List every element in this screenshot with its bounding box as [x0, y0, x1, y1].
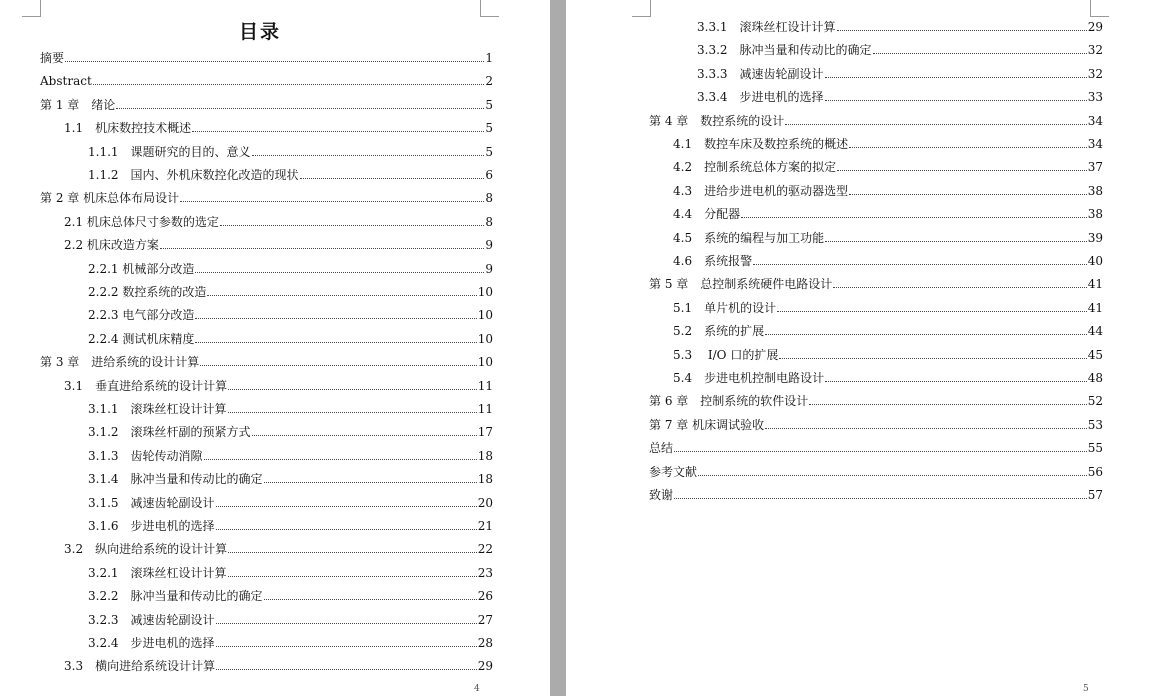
toc-entry-label: 2.2.2 数控系统的改造: [88, 285, 207, 299]
toc-entry: [40, 353, 493, 369]
toc-entry: [64, 540, 493, 556]
toc-entry-page: 21: [477, 519, 493, 533]
toc-entry: [88, 447, 493, 463]
toc-entry-label: 3.2 纵向进给系统的设计计算: [64, 542, 228, 557]
toc-dot-leader: [216, 529, 477, 530]
toc-entry: [88, 587, 493, 603]
toc-entry-label: 4.2 控制系统总体方案的拟定: [673, 160, 837, 175]
toc-dot-leader: [849, 194, 1087, 195]
toc-entry-label: 5.1 单片机的设计: [673, 300, 777, 315]
toc-entry-page: 11: [477, 378, 493, 393]
toc-entry: [88, 634, 493, 650]
toc-dot-leader: [216, 669, 477, 670]
toc-dot-leader: [825, 100, 1087, 101]
toc-entry: [673, 346, 1103, 362]
toc-entry-label: 4.6 系统报警: [673, 254, 753, 268]
toc-entry-page: 8: [485, 191, 493, 206]
toc-entry: [697, 88, 1103, 104]
toc-entry-page: 18: [477, 448, 493, 463]
toc-dot-leader: [809, 404, 1086, 405]
toc-entry-page: 44: [1087, 324, 1103, 339]
margin-corner-mark: [22, 0, 41, 17]
toc-entry-page: 1: [485, 51, 493, 65]
toc-entry-label: 3.1.1 滚珠丝杠设计计算: [88, 402, 227, 416]
toc-dot-leader: [207, 295, 476, 296]
toc-dot-leader: [228, 412, 477, 413]
toc-entry: [673, 299, 1103, 315]
toc-entry-page: 48: [1087, 371, 1103, 385]
toc-entry-label: 3.1.3 齿轮传动消隙: [88, 448, 203, 463]
toc-entry-label: 3.3.1 滚珠丝杠设计计算: [697, 20, 836, 34]
toc-entry-label: Abstract: [40, 74, 92, 89]
toc-entry-label: 2.1 机床总体尺寸参数的选定: [64, 214, 219, 229]
toc-entry-label: 3.3.4 步进电机的选择: [697, 90, 824, 105]
toc-dot-leader: [833, 287, 1086, 288]
toc-entry-page: 29: [477, 659, 493, 674]
toc-entry-page: 33: [1087, 90, 1103, 105]
toc-entry-label: 1.1.1 课题研究的目的、意义: [88, 144, 251, 159]
toc-entry-page: 18: [477, 472, 493, 487]
toc-entry-page: 55: [1087, 441, 1103, 456]
toc-entry-page: 52: [1087, 394, 1103, 409]
toc-entry-page: 17: [477, 425, 493, 440]
toc-dot-leader: [65, 61, 484, 62]
toc-entry-page: 41: [1087, 277, 1103, 292]
toc-entry: [697, 65, 1103, 81]
toc-entry-label: 3.1.2 滚珠丝杆副的预紧方式: [88, 425, 251, 440]
toc-dot-leader: [300, 178, 485, 179]
toc-entry: [673, 322, 1103, 338]
toc-entry-page: 10: [477, 308, 493, 323]
toc-dot-leader: [698, 475, 1087, 476]
toc-dot-leader: [765, 334, 1087, 335]
toc-dot-leader: [837, 30, 1087, 31]
toc-entry: [40, 49, 493, 65]
toc-dot-leader: [252, 155, 485, 156]
toc-entry: [64, 236, 493, 252]
toc-entry: [649, 392, 1103, 408]
toc-entry-label: 2.2.3 电气部分改造: [88, 308, 195, 323]
toc-entry-label: 3.1 垂直进给系统的设计计算: [64, 378, 228, 393]
toc-entry-page: 39: [1087, 230, 1103, 245]
toc-dot-leader: [785, 124, 1086, 125]
toc-dot-leader: [228, 576, 477, 577]
toc-entry-page: 32: [1087, 66, 1103, 81]
toc-entry-label: 第 7 章 机床调试验收: [649, 417, 765, 432]
toc-entry-label: 3.3.2 脉冲当量和传动比的确定: [697, 43, 872, 58]
toc-entry: [697, 41, 1103, 57]
toc-entry-page: 10: [477, 285, 493, 299]
toc-entry: [88, 423, 493, 439]
document-page-left: [0, 0, 550, 696]
toc-title: 目录: [238, 21, 281, 43]
toc-entry: [88, 166, 493, 182]
toc-entry: [673, 135, 1103, 151]
toc-entry: [673, 158, 1103, 174]
toc-entry: [88, 564, 493, 580]
toc-entry-page: 23: [477, 565, 493, 580]
toc-dot-leader: [779, 358, 1086, 359]
toc-entry-page: 5: [485, 97, 493, 112]
toc-entry-page: 5: [485, 144, 493, 159]
toc-dot-leader: [195, 272, 484, 273]
toc-entry-page: 10: [477, 355, 493, 370]
toc-entry: [649, 463, 1103, 479]
toc-entry-page: 45: [1087, 347, 1103, 362]
toc-entry: [649, 416, 1103, 432]
toc-dot-leader: [674, 498, 1087, 499]
toc-entry-page: 34: [1087, 113, 1103, 128]
toc-entry-page: 26: [477, 589, 493, 604]
toc-entry-page: 53: [1087, 417, 1103, 432]
toc-entry: [649, 439, 1103, 455]
toc-entry: [88, 400, 493, 416]
toc-dot-leader: [252, 435, 477, 436]
margin-corner-mark: [1090, 0, 1109, 17]
toc-entry-page: 9: [485, 238, 493, 253]
toc-entry-label: 3.2.2 脉冲当量和传动比的确定: [88, 589, 263, 604]
toc-entry: [64, 213, 493, 229]
toc-entry-label: 5.4 步进电机控制电路设计: [673, 371, 825, 385]
toc-entry-page: 22: [477, 542, 493, 557]
toc-entry-page: 56: [1087, 464, 1103, 479]
toc-entry: [697, 18, 1103, 34]
toc-entry-label: 第 5 章 总控制系统硬件电路设计: [649, 277, 833, 292]
toc-dot-leader: [195, 342, 476, 343]
toc-entry-label: 2.2 机床改造方案: [64, 238, 159, 253]
toc-entry-label: 4.3 进给步进电机的驱动器选型: [673, 183, 849, 198]
toc-entry: [649, 486, 1103, 502]
toc-dot-leader: [228, 552, 477, 553]
toc-entry-label: 总结: [649, 441, 674, 456]
toc-entry-page: 29: [1087, 20, 1103, 34]
toc-dot-leader: [777, 311, 1087, 312]
toc-entry-page: 6: [485, 168, 493, 182]
toc-entry-label: 3.2.1 滚珠丝杠设计计算: [88, 565, 227, 580]
toc-entry: [673, 229, 1103, 245]
toc-entry-page: 27: [477, 612, 493, 627]
toc-entry: [649, 112, 1103, 128]
toc-entry-page: 10: [477, 331, 493, 346]
toc-entry-label: 参考文献: [649, 464, 698, 479]
toc-entry-label: 4.1 数控车床及数控系统的概述: [673, 137, 849, 151]
toc-entry-label: 3.3.3 减速齿轮副设计: [697, 66, 824, 81]
toc-dot-leader: [873, 53, 1087, 54]
toc-entry: [649, 275, 1103, 291]
toc-dot-leader: [220, 225, 484, 226]
toc-entry-label: 第 3 章 进给系统的设计计算: [40, 355, 200, 370]
document-page-right: [566, 0, 1149, 696]
toc-entry-page: 41: [1087, 300, 1103, 315]
toc-dot-leader: [200, 365, 476, 366]
toc-entry-label: 2.2.4 测试机床精度: [88, 331, 195, 346]
toc-dot-leader: [765, 428, 1087, 429]
toc-entry-page: 5: [485, 121, 493, 136]
toc-dot-leader: [216, 506, 477, 507]
toc-entry-label: 1.1.2 国内、外机床数控化改造的现状: [88, 168, 299, 182]
toc-dot-leader: [849, 147, 1087, 148]
toc-dot-leader: [216, 623, 477, 624]
toc-entry-page: 37: [1087, 160, 1103, 175]
toc-entry-label: 第 6 章 控制系统的软件设计: [649, 394, 809, 409]
toc-entry-page: 2: [485, 74, 493, 89]
toc-entry-page: 57: [1087, 488, 1103, 502]
toc-entry-label: 第 4 章 数控系统的设计: [649, 113, 785, 128]
toc-entry: [64, 119, 493, 135]
toc-entry-page: 38: [1087, 207, 1103, 222]
toc-entry: [88, 143, 493, 159]
toc-dot-leader: [837, 170, 1087, 171]
toc-entry: [88, 470, 493, 486]
toc-entry-page: 20: [477, 495, 493, 510]
toc-entry: [88, 517, 493, 533]
toc-entry: [64, 657, 493, 673]
toc-entry-page: 38: [1087, 183, 1103, 198]
toc-entry: [88, 330, 493, 346]
toc-dot-leader: [195, 318, 476, 319]
toc-entry-label: 2.2.1 机械部分改造: [88, 261, 195, 276]
toc-entry: [673, 182, 1103, 198]
toc-dot-leader: [741, 217, 1087, 218]
toc-entry: [40, 72, 493, 88]
toc-dot-leader: [160, 248, 484, 249]
toc-entry: [40, 189, 493, 205]
page-number: 5: [1083, 684, 1089, 694]
toc-entry-page: 8: [485, 214, 493, 229]
toc-dot-leader: [116, 108, 484, 109]
toc-dot-leader: [216, 646, 477, 647]
toc-entry-label: 3.2.4 步进电机的选择: [88, 636, 215, 650]
toc-entry: [673, 369, 1103, 385]
toc-dot-leader: [93, 84, 485, 85]
toc-entry-page: 40: [1087, 254, 1103, 268]
toc-entry: [673, 252, 1103, 268]
toc-entry-label: 4.4 分配器: [673, 207, 741, 222]
toc-entry: [673, 205, 1103, 221]
toc-entry-page: 32: [1087, 43, 1103, 58]
toc-entry-page: 11: [477, 402, 493, 416]
toc-entry-page: 28: [477, 636, 493, 650]
toc-entry-label: 3.2.3 减速齿轮副设计: [88, 612, 215, 627]
toc-dot-leader: [753, 264, 1087, 265]
toc-entry-label: 5.2 系统的扩展: [673, 324, 765, 339]
toc-entry: [88, 283, 493, 299]
toc-dot-leader: [264, 482, 477, 483]
toc-dot-leader: [825, 77, 1087, 78]
toc-entry-label: 摘要: [40, 51, 65, 65]
toc-entry-label: 1.1 机床数控技术概述: [64, 121, 192, 136]
toc-entry: [64, 377, 493, 393]
toc-entry-label: 3.1.4 脉冲当量和传动比的确定: [88, 472, 263, 487]
toc-entry-label: 致谢: [649, 488, 674, 502]
toc-entry-label: 3.3 横向进给系统设计计算: [64, 659, 216, 674]
toc-dot-leader: [264, 599, 477, 600]
toc-entry: [88, 306, 493, 322]
toc-dot-leader: [204, 459, 477, 460]
toc-dot-leader: [825, 381, 1087, 382]
toc-dot-leader: [674, 451, 1087, 452]
toc-entry-label: 3.1.5 减速齿轮副设计: [88, 495, 215, 510]
toc-entry: [88, 260, 493, 276]
toc-entry-label: 第 1 章 绪论: [40, 97, 116, 112]
toc-entry: [88, 494, 493, 510]
toc-entry: [40, 96, 493, 112]
toc-entry: [88, 611, 493, 627]
toc-entry-label: 第 2 章 机床总体布局设计: [40, 191, 180, 206]
toc-dot-leader: [228, 389, 477, 390]
toc-entry-label: 4.5 系统的编程与加工功能: [673, 230, 825, 245]
toc-entry-label: 5.3 I/O 口的扩展: [673, 347, 779, 362]
margin-corner-mark: [632, 0, 651, 17]
toc-dot-leader: [180, 201, 484, 202]
toc-entry-page: 34: [1087, 137, 1103, 151]
toc-dot-leader: [192, 131, 484, 132]
toc-dot-leader: [825, 241, 1087, 242]
toc-entry-page: 9: [485, 261, 493, 276]
toc-entry-label: 3.1.6 步进电机的选择: [88, 519, 215, 533]
page-number: 4: [474, 684, 480, 694]
margin-corner-mark: [480, 0, 499, 17]
